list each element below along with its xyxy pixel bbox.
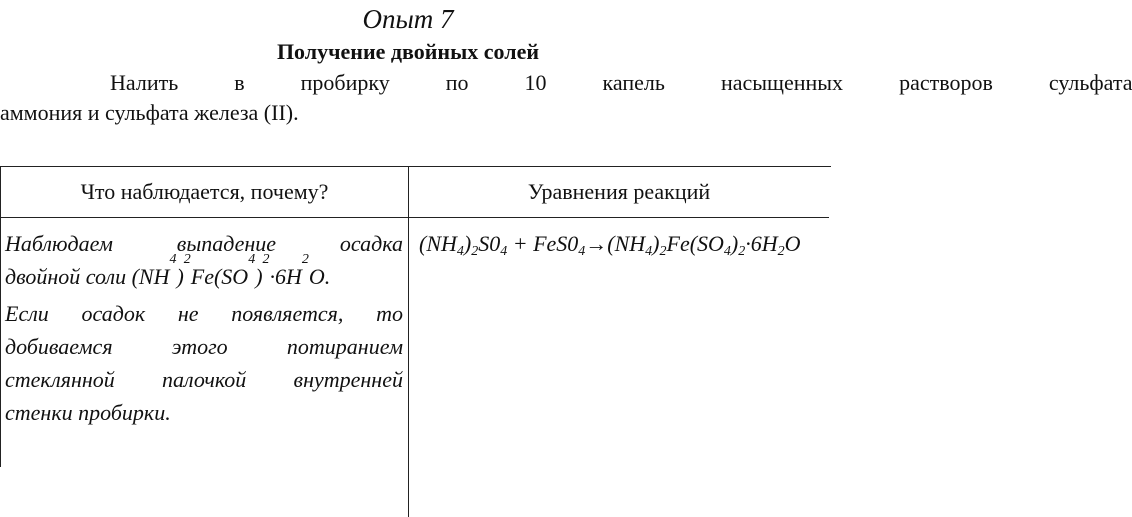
results-table: [0, 166, 831, 467]
section-title: Получение двойных солей: [276, 39, 540, 64]
instruction-line-1: [0, 68, 1132, 98]
word: по: [445, 70, 469, 95]
observation-line: Наблюдаем выпадение осадка: [5, 231, 403, 256]
header-equations: Уравнения реакций: [409, 167, 829, 218]
observation-cell: [5, 227, 403, 429]
reaction-equation: $(NH_4)_2S0_4 + FeS0_4\to(NH_4)_2Fe(SO_4)_2\cdot 6H_2O$: [419, 231, 801, 259]
instruction-paragraph: [0, 68, 1132, 128]
observation-line: Если осадок не появляется, то: [5, 301, 403, 326]
observation-line: стенки пробирки.: [5, 400, 171, 425]
header-observation: Что наблюдается, почему?: [1, 167, 409, 218]
word: насыщенных: [720, 70, 844, 95]
word: 10: [524, 70, 547, 95]
column-divider: [408, 217, 409, 517]
observation-line: добиваемся этого потиранием: [5, 334, 403, 359]
word: Налить: [110, 70, 179, 95]
word: капель: [602, 70, 665, 95]
word: сульфата: [1048, 70, 1132, 95]
instruction-line-2: аммония и сульфата железа (II).: [0, 100, 299, 125]
word: пробирку: [300, 70, 390, 95]
experiment-title: Опыт 7: [362, 4, 454, 34]
observation-line: стеклянной палочкой внутренней: [5, 367, 403, 392]
word: в: [234, 70, 245, 95]
word: растворов: [899, 70, 993, 95]
observation-formula-line: двойной соли (NH 4 ) 2 Fe(SO 4 ) 2 ·6H 2 O.: [5, 252, 331, 289]
